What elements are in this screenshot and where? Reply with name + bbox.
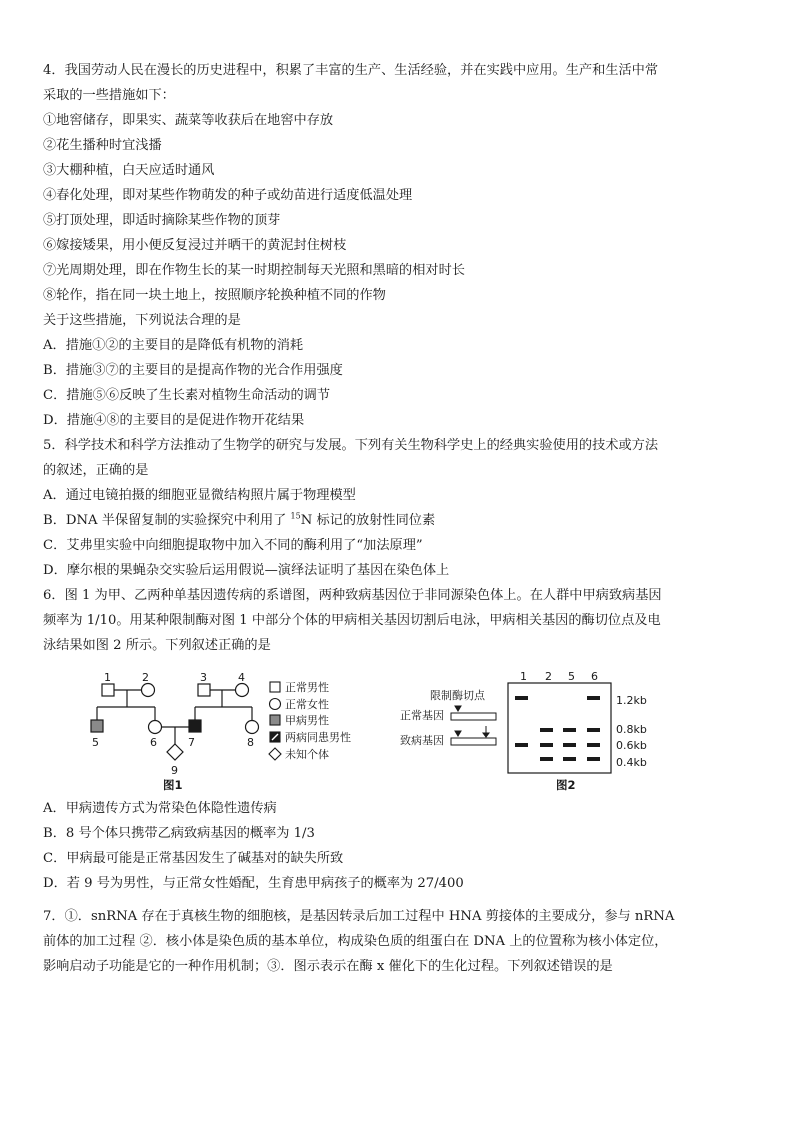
q5-stem-line2: 的叙述，正确的是 bbox=[43, 463, 149, 478]
pedigree-id: 9 bbox=[171, 764, 178, 777]
individual-3-normal-male bbox=[198, 684, 210, 696]
disease-gene-cut-arrow bbox=[483, 733, 489, 737]
q4-item: ⑦光周期处理，即在作物生长的某一时期控制每天光照和黑暗的相对时长 bbox=[43, 263, 465, 278]
pedigree-id: 1 bbox=[104, 671, 111, 684]
q6-option-a: A．甲病遗传方式为常染色体隐性遗传病 bbox=[43, 801, 277, 816]
q4-option-d: D．措施④⑧的主要目的是促进作物开花结果 bbox=[43, 413, 305, 428]
q4-option-c: C．措施⑤⑥反映了生长素对植物生命活动的调节 bbox=[43, 388, 331, 403]
normal-gene-bar bbox=[451, 713, 496, 720]
individual-4-normal-female bbox=[236, 684, 249, 697]
legend-affected-male-icon bbox=[270, 715, 280, 725]
band-size-label: 0.8kb bbox=[616, 723, 647, 736]
pedigree-id: 4 bbox=[238, 671, 245, 684]
gel-band-lane2-0.8kb bbox=[540, 728, 553, 732]
disease-gene-bar bbox=[451, 738, 496, 745]
individual-5-affected-male bbox=[91, 720, 103, 732]
q5-option-c: C．艾弗里实验中向细胞提取物中加入不同的酶利用了“加法原理” bbox=[43, 538, 423, 553]
q4-item: ⑤打顶处理，即适时摘除某些作物的顶芽 bbox=[43, 213, 281, 228]
q5-option-b-post: N 标记的放射性同位素 bbox=[300, 513, 436, 528]
normal-gene-cut-site bbox=[455, 706, 461, 711]
gel-lane-label: 2 bbox=[545, 670, 552, 683]
q6-stem-line2: 频率为 1/10。用某种限制酶对图 1 中部分个体的甲病相关基因切割后电泳，甲病相关基因的酶切位点及电 bbox=[43, 613, 661, 628]
pedigree-id: 7 bbox=[188, 736, 195, 749]
gel-lane-label: 6 bbox=[591, 670, 598, 683]
legend-label: 未知个体 bbox=[285, 748, 329, 761]
legend-unknown-icon bbox=[269, 748, 281, 760]
legend-normal-female-icon bbox=[270, 699, 281, 710]
q5-option-a: A．通过电镜拍摄的细胞亚显微结构照片属于物理模型 bbox=[43, 488, 356, 503]
q6-option-c: C．甲病最可能是正常基因发生了碱基对的缺失所致 bbox=[43, 851, 344, 866]
individual-9-unknown bbox=[167, 744, 183, 760]
band-size-label: 0.4kb bbox=[616, 756, 647, 769]
gel-band-lane2-0.6kb bbox=[540, 743, 553, 747]
q4-item: ⑧轮作，指在同一块土地上，按照顺序轮换种植不同的作物 bbox=[43, 288, 386, 303]
q7-stem-line1: 7．①．snRNA 存在于真核生物的细胞核，是基因转录后加工过程中 HNA 剪接体的主要成分，参与 nRNA bbox=[43, 909, 675, 924]
individual-8-normal-female bbox=[246, 721, 259, 734]
pedigree-id: 2 bbox=[142, 671, 149, 684]
q6-option-d: D．若 9 号为男性，与正常女性婚配，生育患甲病孩子的概率为 27/400 bbox=[43, 876, 464, 891]
legend-label: 正常女性 bbox=[285, 698, 329, 711]
disease-gene-cut-site-1 bbox=[455, 731, 461, 736]
gel-band-lane2-0.4kb bbox=[540, 757, 553, 761]
fig2-normal-gene-label: 正常基因 bbox=[400, 709, 444, 722]
q4-stem-line2: 采取的一些措施如下： bbox=[43, 88, 175, 103]
gel-band-lane5-0.4kb bbox=[563, 757, 576, 761]
gel-band-lane6-0.8kb bbox=[587, 728, 600, 732]
gel-band-lane5-0.8kb bbox=[563, 728, 576, 732]
q4-stem-line1: 4．我国劳动人民在漫长的历史进程中，积累了丰富的生产、生活经验，并在实践中应用。生产和生活中常 bbox=[43, 63, 659, 78]
legend-label: 两病同患男性 bbox=[285, 731, 351, 744]
fig2-title: 限制酶切点 bbox=[430, 689, 485, 702]
individual-6-normal-female bbox=[149, 721, 162, 734]
individual-7-both-diseases-male bbox=[189, 720, 201, 732]
q6-stem-line1: 6．图 1 为甲、乙两种单基因遗传病的系谱图，两种致病基因位于非同源染色体上。在人群中甲病致病基因 bbox=[43, 588, 662, 603]
q4-question: 关于这些措施，下列说法合理的是 bbox=[43, 313, 241, 328]
gel-band-lane6-1.2kb bbox=[587, 696, 600, 700]
q7-stem-line2: 前体的加工过程 ②．核小体是染色质的基本单位，构成染色质的组蛋白在 DNA 上的位置称为核小体定位， bbox=[43, 934, 668, 949]
q4-option-a: A．措施①②的主要目的是降低有机物的消耗 bbox=[43, 338, 304, 353]
q4-item: ⑥嫁接矮果，用小便反复浸过并晒干的黄泥封住树枝 bbox=[43, 238, 347, 253]
figure-1-caption: 图1 bbox=[163, 778, 183, 792]
q5-option-b-superscript: 15 bbox=[290, 511, 301, 521]
pedigree-id: 6 bbox=[150, 736, 157, 749]
pedigree-id: 5 bbox=[92, 736, 99, 749]
pedigree-id: 3 bbox=[200, 671, 207, 684]
legend-label: 正常男性 bbox=[285, 681, 329, 694]
band-size-label: 1.2kb bbox=[616, 694, 647, 707]
gel-band-lane1-0.6kb bbox=[515, 743, 528, 747]
fig2-disease-gene-label: 致病基因 bbox=[400, 734, 444, 747]
gel-lane-label: 5 bbox=[568, 670, 575, 683]
gel-band-lane6-0.4kb bbox=[587, 757, 600, 761]
individual-2-normal-female bbox=[142, 684, 155, 697]
q5-option-d: D．摩尔根的果蝇杂交实验后运用假说—演绎法证明了基因在染色体上 bbox=[43, 563, 450, 578]
gel-lane-label: 1 bbox=[520, 670, 527, 683]
pedigree-id: 8 bbox=[247, 736, 254, 749]
figure-2-caption: 图2 bbox=[556, 778, 576, 792]
gel-band-lane1-1.2kb bbox=[515, 696, 528, 700]
q4-item: ④春化处理，即对某些作物萌发的种子或幼苗进行适度低温处理 bbox=[43, 188, 413, 203]
q4-item: ②花生播种时宜浅播 bbox=[43, 138, 162, 153]
legend-label: 甲病男性 bbox=[285, 714, 329, 727]
q5-option-b-pre: B．DNA 半保留复制的实验探究中利用了 bbox=[43, 513, 291, 528]
legend-normal-male-icon bbox=[270, 682, 280, 692]
gel-band-lane6-0.6kb bbox=[587, 743, 600, 747]
q5-stem-line1: 5．科学技术和科学方法推动了生物学的研究与发展。下列有关生物科学史上的经典实验使用的技术或方法 bbox=[43, 438, 659, 453]
q4-item: ①地窖储存，即果实、蔬菜等收获后在地窖中存放 bbox=[43, 113, 334, 128]
q7-stem-line3: 影响启动子功能是它的一种作用机制；③．图示表示在酶 x 催化下的生化过程。下列叙述错误的是 bbox=[43, 959, 613, 974]
q6-option-b: B．8 号个体只携带乙病致病基因的概率为 1/3 bbox=[43, 826, 315, 841]
q4-option-b: B．措施③⑦的主要目的是提高作物的光合作用强度 bbox=[43, 363, 343, 378]
q6-stem-line3: 泳结果如图 2 所示。下列叙述正确的是 bbox=[43, 638, 271, 653]
individual-1-normal-male bbox=[102, 684, 114, 696]
band-size-label: 0.6kb bbox=[616, 739, 647, 752]
gel-band-lane5-0.6kb bbox=[563, 743, 576, 747]
q4-item: ③大棚种植，白天应适时通风 bbox=[43, 163, 215, 178]
